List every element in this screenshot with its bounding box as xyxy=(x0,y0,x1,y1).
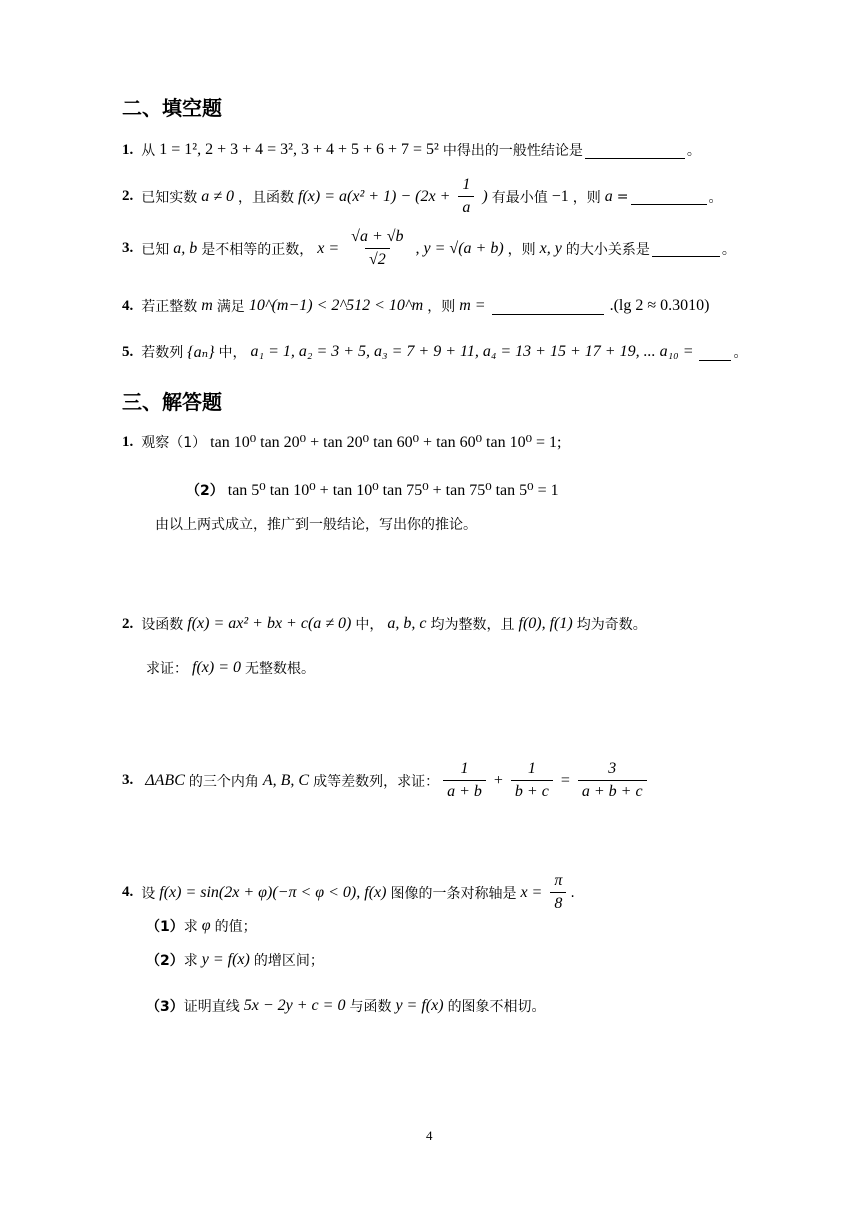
numerator: π xyxy=(554,872,563,889)
solve-question-2-line-2 xyxy=(146,658,315,678)
question-text: 已知 xyxy=(141,241,170,258)
question-text: ，则 xyxy=(507,241,536,258)
question-number: 4. xyxy=(122,297,134,314)
question-text: 求 xyxy=(183,953,198,969)
question-number: 3. xyxy=(122,772,134,788)
question-text: 求 xyxy=(183,919,198,935)
math-expression: ΔABC xyxy=(145,771,185,789)
solve-question-1-line-3: 由以上两式成立，推广到一般结论，写出你的推论。 xyxy=(155,517,477,533)
question-text: ，则 xyxy=(572,189,601,206)
solve-question-2 xyxy=(122,614,647,634)
math-expression: A, B, C xyxy=(262,771,310,789)
question-text: 均为整数，且 xyxy=(430,617,515,633)
question-text: 设 xyxy=(141,885,156,902)
math-expression: 10^(m−1) < 2^512 < 10^m xyxy=(248,297,424,314)
punctuation: . xyxy=(570,884,575,901)
denominator: a + b + c xyxy=(578,780,647,801)
sub-label: （3） xyxy=(146,999,184,1015)
solve-question-3 xyxy=(122,760,651,801)
question-text: 成等差数列，求证： xyxy=(313,773,440,790)
question-text: 图像的一条对称轴是 xyxy=(390,885,517,902)
question-text: 中， xyxy=(355,617,384,633)
math-expression: {aₙ} xyxy=(187,344,215,361)
math-expression: φ xyxy=(201,917,211,934)
question-number: 1. xyxy=(122,141,134,158)
solve-question-1-line-2 xyxy=(186,480,563,500)
fill-question-5 xyxy=(122,342,747,362)
question-text: 若数列 xyxy=(141,345,184,361)
question-text: 设函数 xyxy=(141,617,184,633)
answer-blank[interactable] xyxy=(631,188,707,205)
question-text: 从 xyxy=(141,143,156,159)
numerator: 3 xyxy=(608,760,617,777)
punctuation: 。 xyxy=(733,345,748,361)
question-text: 的三个内角 xyxy=(188,773,259,790)
numerator: √a + √b xyxy=(351,228,404,245)
denominator: a + b xyxy=(443,780,486,801)
question-text: 观察（1） xyxy=(141,435,207,451)
sub-label: （1） xyxy=(146,919,184,935)
math-expression: a, b, c xyxy=(387,615,427,632)
question-text: 中得出的一般性结论是 xyxy=(442,143,583,159)
math-expression: tan 5⁰ tan 10⁰ + tan 10⁰ tan 75⁰ + tan 75⁰ tan 5⁰ = 1 xyxy=(227,482,559,499)
answer-blank[interactable] xyxy=(492,298,604,315)
denominator: √2 xyxy=(365,248,390,269)
denominator: b + c xyxy=(511,780,553,801)
numerator: 1 xyxy=(527,760,536,777)
question-text: 若正整数 xyxy=(141,299,198,315)
math-expression: −1 xyxy=(551,187,569,205)
numerator: 1 xyxy=(462,176,471,193)
question-text: 证明直线 xyxy=(183,999,240,1015)
math-expression: 5x − 2y + c = 0 xyxy=(243,997,346,1014)
punctuation: 。 xyxy=(721,241,736,258)
equals-sign: = xyxy=(560,771,570,789)
question-number: 2. xyxy=(122,615,134,632)
math-expression: a, b xyxy=(173,239,198,257)
question-text: 的值； xyxy=(214,919,257,935)
question-number: 2. xyxy=(122,188,134,204)
equals-sign: = xyxy=(616,188,629,205)
math-expression: f(0), f(1) xyxy=(518,615,573,632)
solve-question-4-part-3 xyxy=(146,996,546,1016)
question-text: 是不相等的正数， xyxy=(201,241,314,258)
sub-label: （2） xyxy=(146,953,184,969)
math-expression: x = xyxy=(317,239,340,257)
question-text: 的图象不相切。 xyxy=(447,999,546,1015)
fraction xyxy=(578,760,647,801)
punctuation: 。 xyxy=(708,189,723,206)
sub-label: （2） xyxy=(186,483,224,499)
denominator: 8 xyxy=(550,892,566,913)
question-text: ，则 xyxy=(427,299,456,315)
math-expression: a ≠ 0 xyxy=(201,187,235,205)
fill-question-3 xyxy=(122,228,736,269)
math-expression: , y = √(a + b) xyxy=(415,239,504,257)
fraction xyxy=(511,760,553,801)
answer-blank[interactable] xyxy=(585,142,685,159)
math-expression: ) xyxy=(482,187,488,205)
fraction xyxy=(443,760,486,801)
math-expression: a₁ = 1, a₂ = 3 + 5, a₃ = 7 + 9 + 11, a₄ = 13 + 15 + 17 + 19, ... a₁₀ = xyxy=(250,343,694,360)
math-expression: a xyxy=(604,187,613,205)
math-expression: m = xyxy=(459,297,486,314)
question-text: 满足 xyxy=(216,299,245,315)
math-expression: f(x) = sin(2x + φ)(−π < φ < 0), f(x) xyxy=(159,883,387,901)
question-text: 的增区间； xyxy=(253,953,324,969)
question-text: 有最小值 xyxy=(491,189,548,206)
solve-question-4-part-2 xyxy=(146,950,324,970)
section-title-fill-in: 二、填空题 xyxy=(122,96,222,120)
fraction xyxy=(458,176,474,217)
math-expression: m xyxy=(201,297,213,314)
question-text: 无整数根。 xyxy=(245,661,315,677)
solve-question-4-part-1 xyxy=(146,916,257,936)
answer-blank[interactable] xyxy=(652,240,720,257)
question-text: ，且函数 xyxy=(238,189,295,206)
question-text: 均为奇数。 xyxy=(576,617,647,633)
question-text: 求证： xyxy=(146,661,188,677)
math-expression: f(x) = ax² + bx + c(a ≠ 0) xyxy=(187,615,352,632)
page-number: 4 xyxy=(426,1128,433,1143)
question-number: 4. xyxy=(122,884,134,900)
question-number: 5. xyxy=(122,343,134,360)
question-text: 与函数 xyxy=(349,999,392,1015)
question-text: 的大小关系是 xyxy=(565,241,650,258)
punctuation: 。 xyxy=(686,143,701,159)
fraction xyxy=(550,872,566,913)
fill-question-4 xyxy=(122,296,713,316)
question-text: 已知实数 xyxy=(141,189,198,206)
math-expression: y = f(x) xyxy=(395,997,444,1014)
math-expression: f(x) = a(x² + 1) − (2x + xyxy=(298,187,451,205)
denominator: a xyxy=(458,196,474,217)
question-number: 3. xyxy=(122,240,134,256)
math-expression: f(x) = 0 xyxy=(192,659,241,676)
fill-question-1 xyxy=(122,140,701,160)
math-expression: x, y xyxy=(539,239,562,257)
question-text: 中， xyxy=(218,345,247,361)
numerator: 1 xyxy=(460,760,469,777)
math-expression: tan 10⁰ tan 20⁰ + tan 20⁰ tan 60⁰ + tan 60⁰ tan 10⁰ = 1; xyxy=(210,434,562,451)
math-expression: x = xyxy=(520,883,543,901)
question-number: 1. xyxy=(122,433,134,450)
solve-question-1 xyxy=(122,432,565,452)
math-expression: y = f(x) xyxy=(201,951,250,968)
fraction xyxy=(347,228,407,269)
answer-blank[interactable] xyxy=(699,344,731,361)
plus-sign: + xyxy=(493,771,503,789)
math-expression: .(lg 2 ≈ 0.3010) xyxy=(609,297,710,314)
section-title-solve: 三、解答题 xyxy=(122,390,222,414)
solve-question-4 xyxy=(122,872,575,913)
math-expression: 1 = 1², 2 + 3 + 4 = 3², 3 + 4 + 5 + 6 + 7 = 5² xyxy=(159,141,439,158)
fill-question-2 xyxy=(122,176,723,217)
